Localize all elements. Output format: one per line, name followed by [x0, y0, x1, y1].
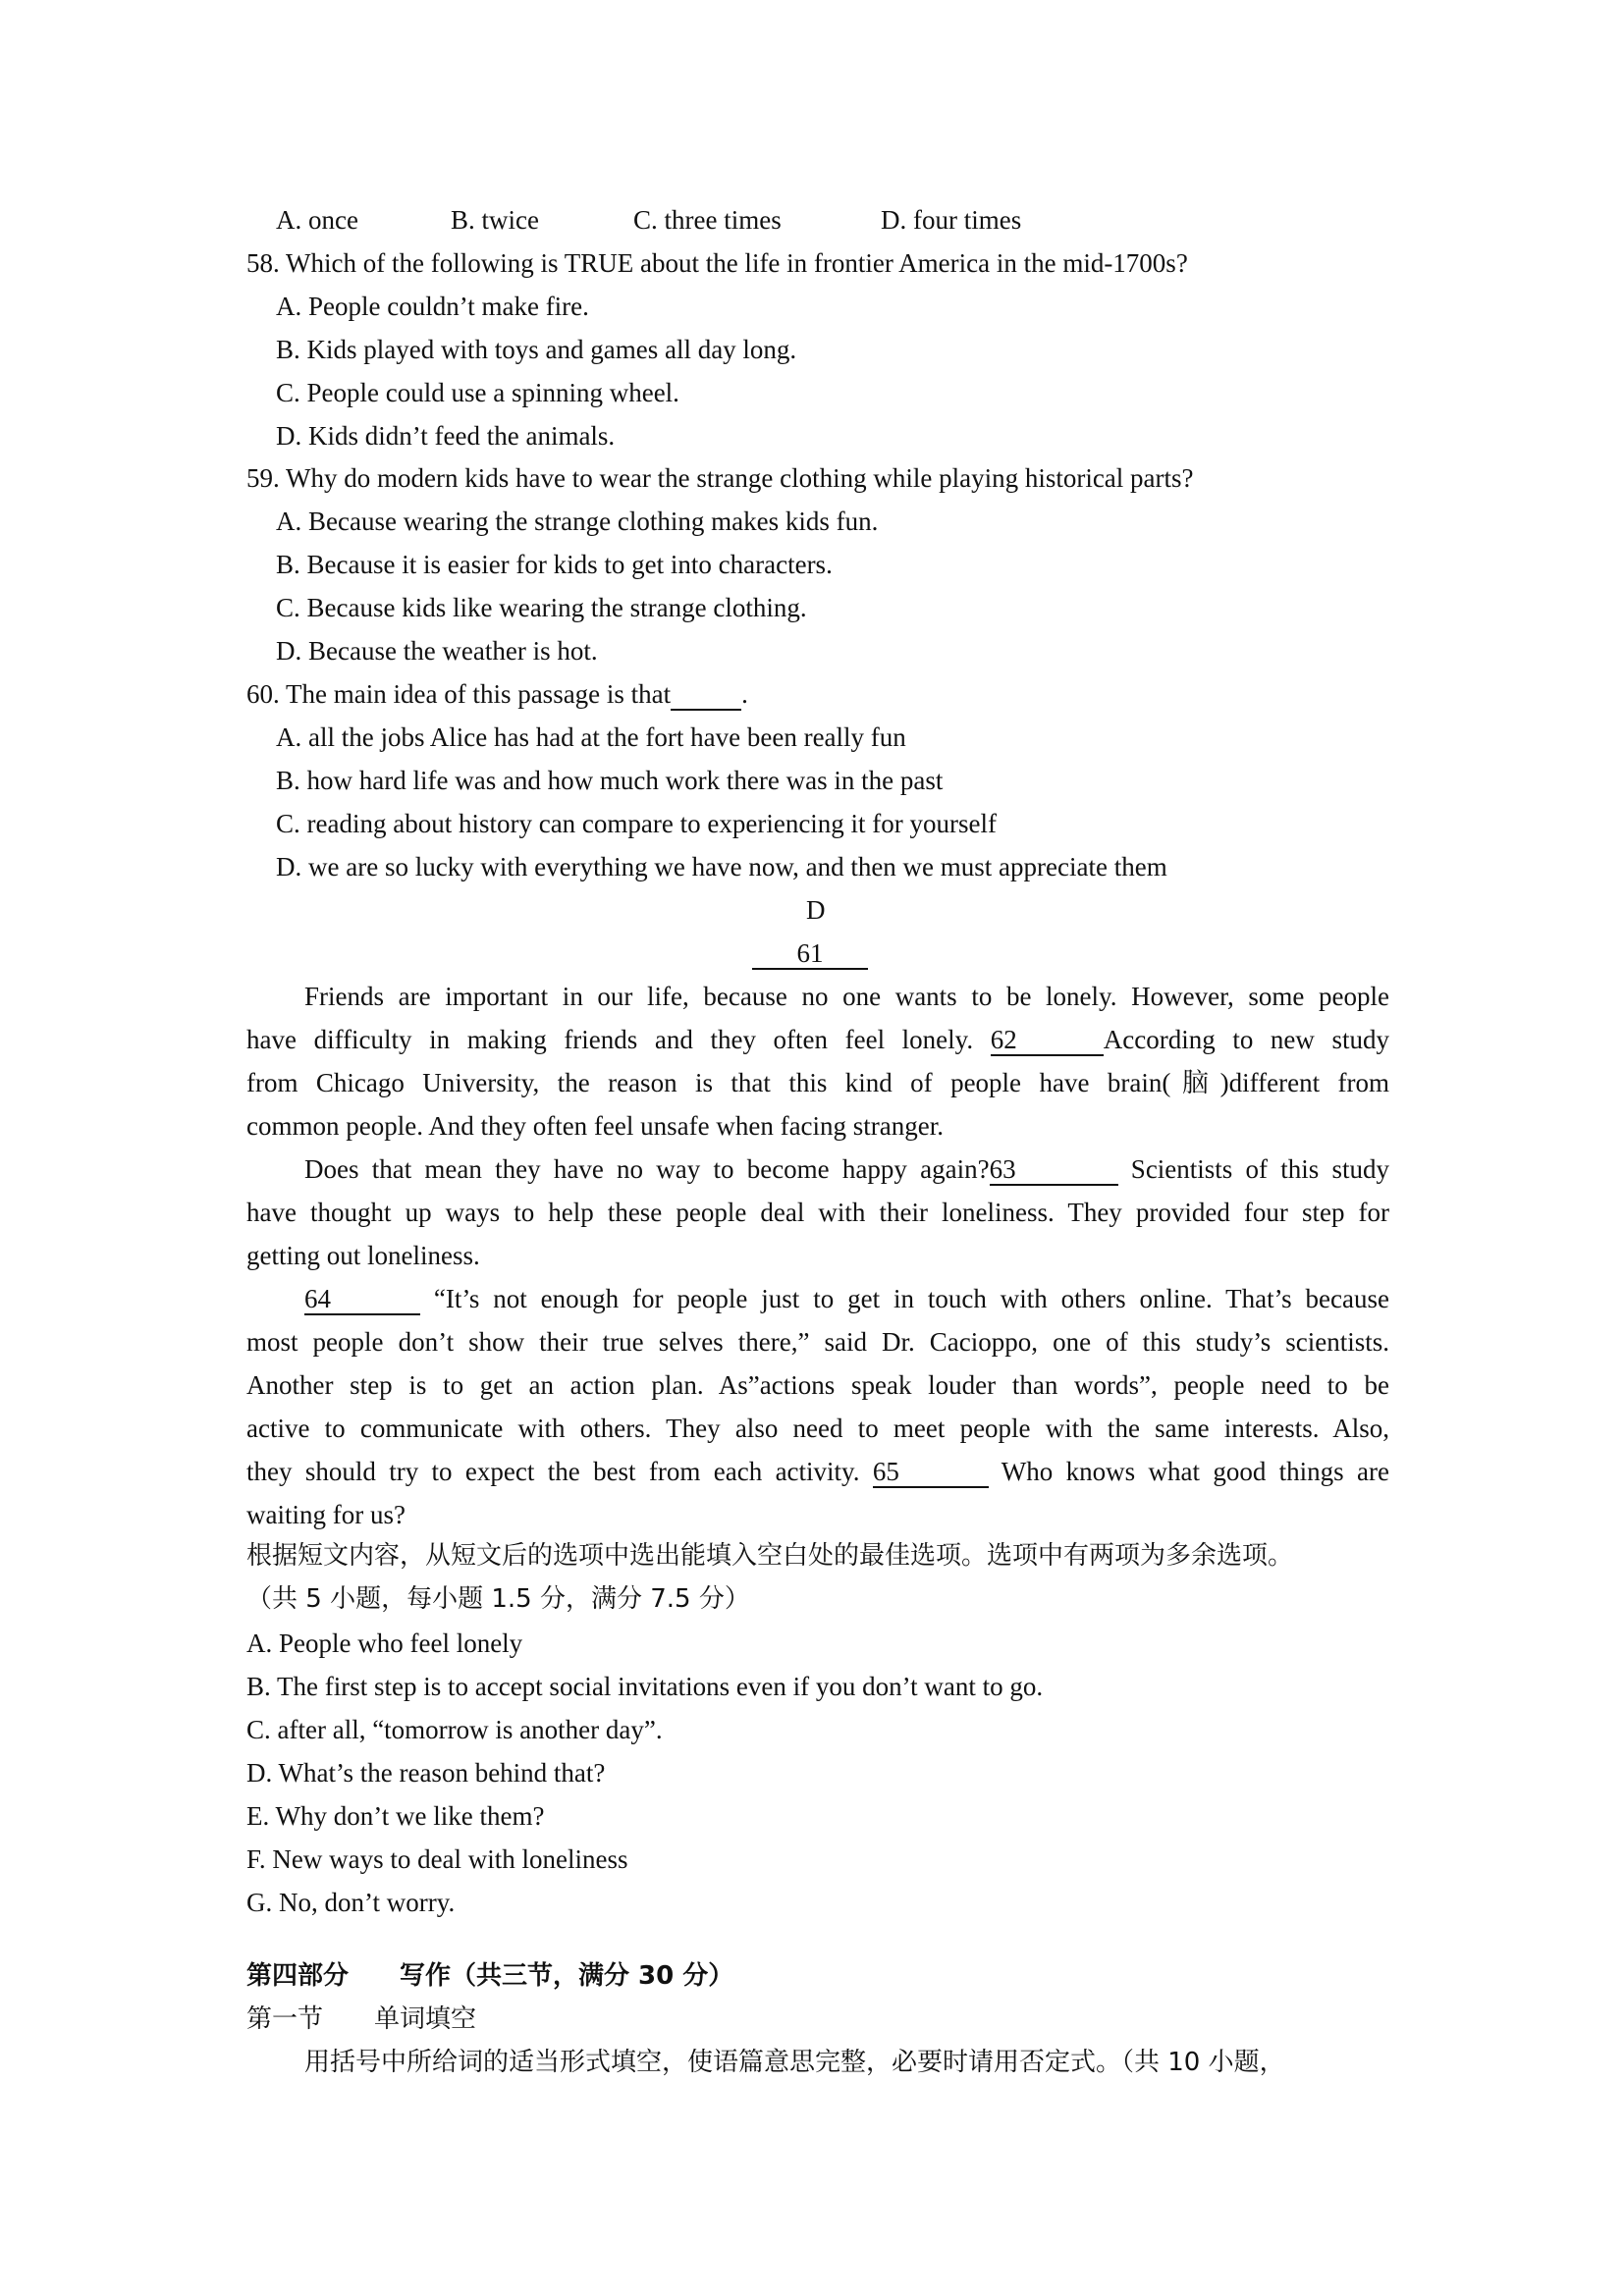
blank-64: 64	[304, 1284, 420, 1315]
q60-option-b: B. how hard life was and how much work there was in the past	[276, 766, 944, 795]
d-option-e: E. Why don’t we like them?	[246, 1801, 545, 1831]
p1-line1: Friends are important in our life, because no one wants to be lonely. However, some people	[304, 982, 1389, 1011]
p3-line6: waiting for us?	[246, 1500, 406, 1529]
blank-63: 63	[990, 1154, 1118, 1186]
q59-stem: 59. Why do modern kids have to wear the strange clothing while playing historical parts?	[246, 463, 1194, 493]
d-option-f: F. New ways to deal with loneliness	[246, 1844, 628, 1874]
p2-line1-text: Does that mean they have no way to become happy again?	[304, 1154, 990, 1184]
p1-line4: common people. And they often feel unsafe when facing stranger.	[246, 1111, 945, 1141]
p3-line5	[246, 1455, 1389, 1488]
q57-option-b: B. twice	[451, 205, 539, 235]
section-d-label: D	[806, 895, 826, 925]
p3-line5-end: Who knows what good things are	[1001, 1457, 1390, 1486]
q57-option-c: C. three times	[633, 205, 782, 235]
p3-line3: Another step is to get an action plan. As”actions speak louder than words”, people need to be	[246, 1370, 1389, 1400]
part4-instruction: 用括号中所给词的适当形式填空，使语篇意思完整，必要时请用否定式。（共 10 小题，	[304, 2048, 1285, 2077]
d-option-d: D. What’s the reason behind that?	[246, 1758, 606, 1788]
q60-stem-text: 60. The main idea of this passage is that	[246, 679, 672, 709]
q60-stem-end: .	[741, 679, 748, 709]
blank-61: 61	[752, 938, 868, 970]
p3-line1	[304, 1282, 1389, 1315]
p1-line2-end: According to new study	[1103, 1025, 1390, 1054]
q60-answer-blank	[671, 679, 741, 711]
passage-title	[752, 936, 868, 970]
blank-65: 65	[873, 1457, 989, 1488]
q58-option-a: A. People couldn’t make fire.	[276, 292, 589, 321]
p2-line2: have thought up ways to help these people deal with their loneliness. They provided four step for	[246, 1198, 1389, 1227]
part4-title: 第四部分 写作（共三节，满分 30 分）	[246, 1961, 734, 1991]
p2-line1	[304, 1152, 1389, 1186]
p2-line1-end: Scientists of this study	[1130, 1154, 1389, 1184]
p3-line1-text: “It’s not enough for people just to get in touch with others online. That’s because	[433, 1284, 1390, 1313]
d-option-b: B. The first step is to accept social invitations even if you don’t want to go.	[246, 1672, 1044, 1701]
d-option-a: A. People who feel lonely	[246, 1629, 523, 1658]
q57-options	[0, 203, 1624, 370]
section-d-instruction-scoring: （共 5 小题，每小题 1.5 分，满分 7.5 分）	[246, 1584, 750, 1614]
q57-option-a: A. once	[276, 205, 358, 235]
q60-option-d: D. we are so lucky with everything we have now, and then we must appreciate them	[276, 852, 1167, 881]
q59-option-b: B. Because it is easier for kids to get into characters.	[276, 550, 833, 579]
q58-option-b: B. Kids played with toys and games all day long.	[276, 335, 797, 364]
q59-option-d: D. Because the weather is hot.	[276, 636, 598, 666]
q58-option-d: D. Kids didn’t feed the animals.	[276, 421, 616, 451]
p3-line2: most people don’t show their true selves there,” said Dr. Cacioppo, one of this study’s scientists.	[246, 1327, 1389, 1357]
p1-line2	[246, 1023, 1389, 1056]
q60-option-c: C. reading about history can compare to experiencing it for yourself	[276, 809, 998, 838]
q60-option-a: A. all the jobs Alice has had at the fort have been really fun	[276, 722, 906, 752]
p1-line2-text: have difficulty in making friends and they often feel lonely.	[246, 1025, 974, 1054]
p2-line3: getting out loneliness.	[246, 1241, 480, 1270]
q57-option-d: D. four times	[881, 205, 1022, 235]
q59-option-a: A. Because wearing the strange clothing makes kids fun.	[276, 507, 879, 536]
d-option-g: G. No, don’t worry.	[246, 1888, 456, 1917]
p1-line3: from Chicago University, the reason is that this kind of people have brain(脑)different from	[246, 1068, 1389, 1097]
q59-option-c: C. Because kids like wearing the strange clothing.	[276, 593, 807, 622]
p3-line4: active to communicate with others. They also need to meet people with the same interests. Also,	[246, 1414, 1389, 1443]
section-d-instruction: 根据短文内容，从短文后的选项中选出能填入空白处的最佳选项。选项中有两项为多余选项。	[246, 1541, 1294, 1571]
p3-line5-text: they should try to expect the best from each activity.	[246, 1457, 860, 1486]
q58-stem: 58. Which of the following is TRUE about the life in frontier America in the mid-1700s?	[246, 248, 1188, 278]
q58-option-c: C. People could use a spinning wheel.	[276, 378, 679, 407]
d-option-c: C. after all, “tomorrow is another day”.	[246, 1715, 663, 1744]
part4-section1-title: 第一节 单词填空	[246, 2004, 477, 2034]
blank-62: 62	[991, 1025, 1104, 1056]
q60-stem	[246, 677, 748, 711]
